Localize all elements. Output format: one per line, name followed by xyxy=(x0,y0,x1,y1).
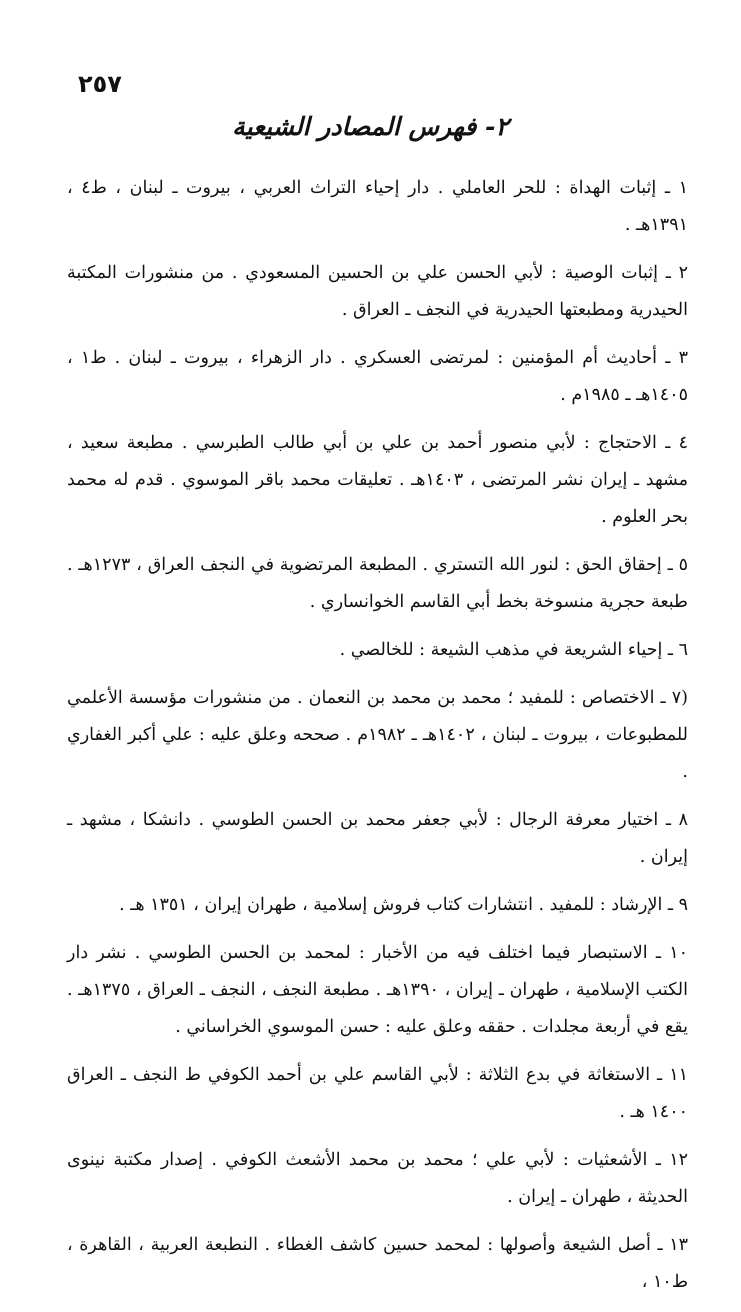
section-heading: ٢- فهرس المصادر الشيعية xyxy=(232,112,509,141)
bibliography-entry: ٩ ـ الإرشاد : للمفيد . انتشارات كتاب فروش إسلامية ، طهران إيران ، ١٣٥١ هـ . xyxy=(119,895,688,915)
bibliography-entry: ١٢ ـ الأشعثيات : لأبي علي ؛ محمد بن محمد الأشعث الكوفي . إصدار مكتبة نينوى الحديثة ، طهران ـ إيران . xyxy=(67,1150,688,1207)
bibliography-entry: (٧ ـ الاختصاص : للمفيد ؛ محمد بن محمد بن النعمان . من منشورات مؤسسة الأعلمي للمطبوعات ، بيروت ـ لبنان ، ١٤٠٢هـ ـ ١٩٨٢م . صححه وعلق عليه : علي أكبر الغفاري . xyxy=(67,688,689,782)
page-number: ٢٥٧ xyxy=(78,70,122,98)
bibliography-entry: ٦ ـ إحياء الشريعة في مذهب الشيعة : للخالصي . xyxy=(339,640,688,660)
bibliography-entry: ١١ ـ الاستغاثة في بدع الثلاثة : لأبي القاسم علي بن أحمد الكوفي ط النجف ـ العراق ١٤٠٠ هـ . xyxy=(67,1065,688,1122)
bibliography-list xyxy=(67,170,688,1312)
bibliography-entry: ٤ ـ الاحتجاج : لأبي منصور أحمد بن علي بن أبي طالب الطبرسي . مطبعة سعيد ، مشهد ـ إيران نشر المرتضى ، ١٤٠٣هـ . تعليقات محمد باقر الموسوي . قدم له محمد بحر العلوم . xyxy=(67,433,688,527)
bibliography-entry: ١٠ ـ الاستبصار فيما اختلف فيه من الأخبار : لمحمد بن الحسن الطوسي . نشر دار الكتب الإسلامية ، طهران ـ إيران ، ١٣٩٠هـ . مطبعة النجف ، النجف ـ العراق ، ١٣٧٥هـ . يقع في أربعة مجلدات . حققه وعلق عليه : حسن الموسوي الخراساني . xyxy=(67,943,689,1037)
bibliography-entry: ٨ ـ اختيار معرفة الرجال : لأبي جعفر محمد بن الحسن الطوسي . دانشكا ، مشهد ـ إيران . xyxy=(67,810,688,867)
bibliography-entry: ١ ـ إثبات الهداة : للحر العاملي . دار إحياء التراث العربي ، بيروت ـ لبنان ، ط٤ ، ١٣٩١هـ . xyxy=(67,178,689,235)
bibliography-entry: ٣ ـ أحاديث أم المؤمنين : لمرتضى العسكري . دار الزهراء ، بيروت ـ لبنان . ط١ ، ١٤٠٥هـ ـ ١٩٨٥م . xyxy=(67,348,688,405)
bibliography-entry: ١٣ ـ أصل الشيعة وأصولها : لمحمد حسين كاشف الغطاء . النطبعة العربية ، القاهرة ، ط١٠ ، xyxy=(67,1235,688,1292)
bibliography-entry: ٢ ـ إثبات الوصية : لأبي الحسن علي بن الحسين المسعودي . من منشورات المكتبة الحيدرية ومطبعتها الحيدرية في النجف ـ العراق . xyxy=(67,263,688,320)
bibliography-entry: ٥ ـ إحقاق الحق : لنور الله التستري . المطبعة المرتضوية في النجف العراق ، ١٢٧٣هـ . طبعة حجرية منسوخة بخط أبي القاسم الخوانساري . xyxy=(67,555,689,612)
